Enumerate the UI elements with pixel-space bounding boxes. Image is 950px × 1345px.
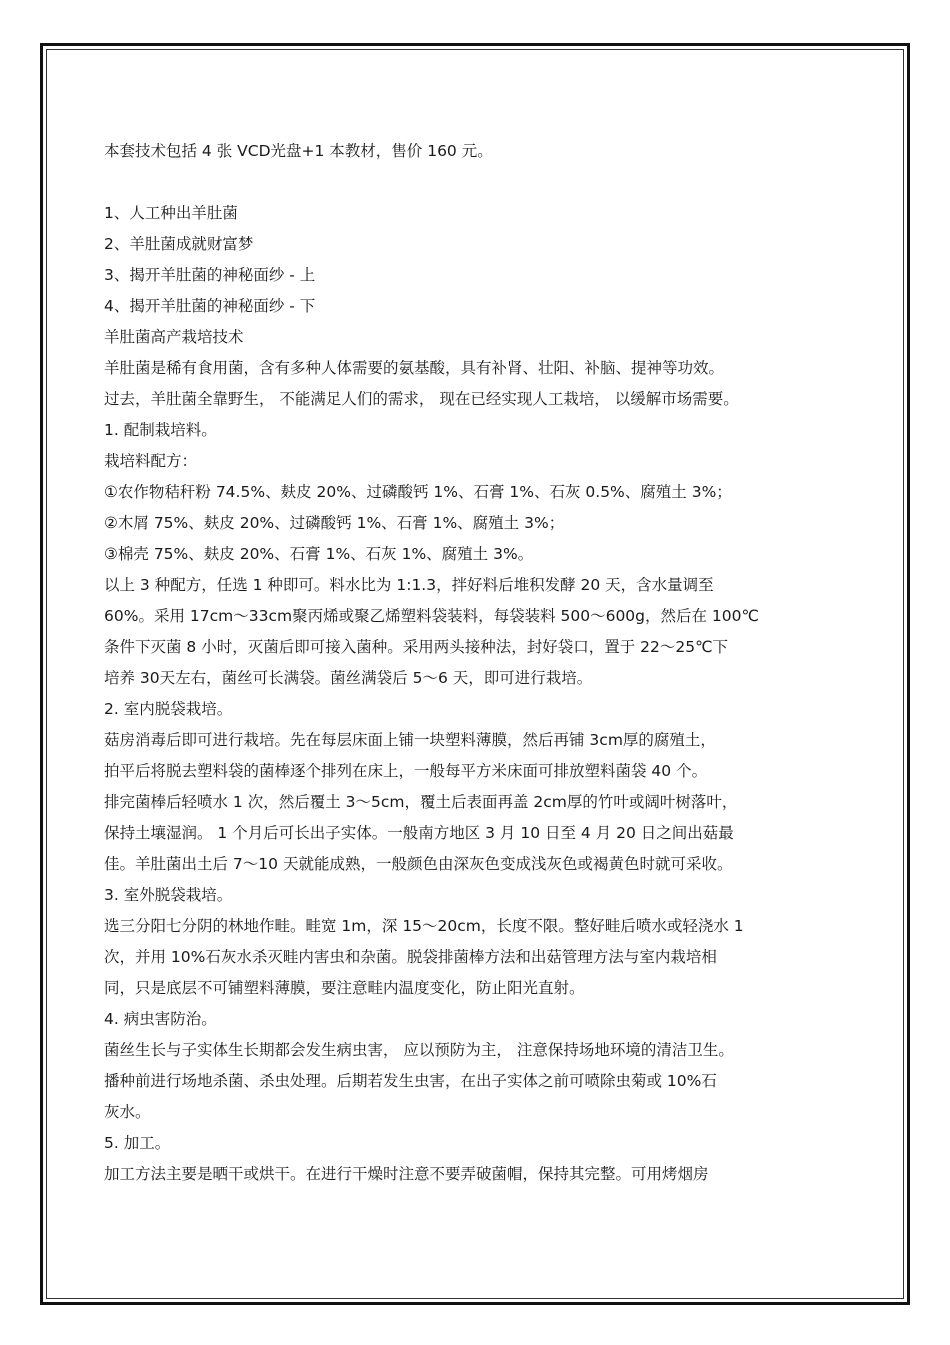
text-line: 栽培料配方： bbox=[104, 452, 198, 470]
section-heading: 1. 配制栽培料。 bbox=[104, 421, 217, 439]
text-line: 灰水。 bbox=[104, 1103, 151, 1121]
text-line: 菇房消毒后即可进行栽培。先在每层床面上铺一块塑料薄膜，然后再铺 3cm厚的腐殖土， bbox=[104, 731, 716, 749]
text-line: ②木屑 75%、麸皮 20%、过磷酸钙 1%、石膏 1%、腐殖土 3%； bbox=[104, 514, 565, 532]
text-line: 同，只是底层不可铺塑料薄膜，要注意畦内温度变化，防止阳光直射。 bbox=[104, 979, 585, 997]
text-line: 3、揭开羊肚菌的神秘面纱 - 上 bbox=[104, 266, 316, 284]
text-line: ①农作物秸秆粉 74.5%、麸皮 20%、过磷酸钙 1%、石膏 1%、石灰 0.5%、腐殖土 3%； bbox=[104, 483, 732, 501]
section-heading: 5. 加工。 bbox=[104, 1134, 171, 1152]
text-line: 以上 3 种配方，任选 1 种即可。料水比为 1:1.3，拌好料后堆积发酵 20 天，含水量调至 bbox=[104, 576, 714, 594]
text-line: 加工方法主要是晒干或烘干。在进行干燥时注意不要弄破菌帽，保持其完整。可用烤烟房 bbox=[104, 1165, 709, 1183]
intro-line: 本套技术包括 4 张 VCD光盘+1 本教材，售价 160 元。 bbox=[104, 142, 493, 160]
text-line: 条件下灭菌 8 小时，灭菌后即可接入菌种。采用两头接种法，封好袋口，置于 22～25℃下 bbox=[104, 638, 728, 656]
text-line: 60%。采用 17cm～33cm聚丙烯或聚乙烯塑料袋装料，每袋装料 500～600g，然后在 100℃ bbox=[104, 607, 759, 625]
text-line: 次，并用 10%石灰水杀灭畦内害虫和杂菌。脱袋排菌棒方法和出菇管理方法与室内栽培相 bbox=[104, 948, 717, 966]
section-heading: 3. 室外脱袋栽培。 bbox=[104, 886, 233, 904]
text-line: 羊肚菌是稀有食用菌，含有多种人体需要的氨基酸，具有补肾、壮阳、补脑、提神等功效。 bbox=[104, 359, 725, 377]
text-line: 菌丝生长与子实体生长期都会发生病虫害， 应以预防为主， 注意保持场地环境的清洁卫生。 bbox=[104, 1041, 734, 1059]
text-line: 4、揭开羊肚菌的神秘面纱 - 下 bbox=[104, 297, 316, 315]
text-line: 播种前进行场地杀菌、杀虫处理。后期若发生虫害，在出子实体之前可喷除虫菊或 10%石 bbox=[104, 1072, 717, 1090]
document-body bbox=[104, 136, 849, 1190]
text-line: 拍平后将脱去塑料袋的菌棒逐个排列在床上，一般每平方米床面可排放塑料菌袋 40 个。 bbox=[104, 762, 708, 780]
text-line: ③棉壳 75%、麸皮 20%、石膏 1%、石灰 1%、腐殖土 3%。 bbox=[104, 545, 534, 563]
text-line: 排完菌棒后轻喷水 1 次，然后覆土 3～5cm，覆土后表面再盖 2cm厚的竹叶或阔叶树落叶， bbox=[104, 793, 738, 811]
text-line: 过去，羊肚菌全靠野生， 不能满足人们的需求， 现在已经实现人工栽培， 以缓解市场需要。 bbox=[104, 390, 739, 408]
section-title: 羊肚菌高产栽培技术 bbox=[104, 328, 244, 346]
text-line: 培养 30天左右，菌丝可长满袋。菌丝满袋后 5～6 天，即可进行栽培。 bbox=[104, 669, 593, 687]
text-line: 选三分阳七分阴的林地作畦。畦宽 1m，深 15～20cm，长度不限。整好畦后喷水或轻浇水 1 bbox=[104, 917, 744, 935]
text-line: 佳。羊肚菌出土后 7～10 天就能成熟，一般颜色由深灰色变成浅灰色或褐黄色时就可采收。 bbox=[104, 855, 733, 873]
text-line: 1、人工种出羊肚菌 bbox=[104, 204, 238, 222]
section-heading: 4. 病虫害防治。 bbox=[104, 1010, 217, 1028]
section-heading: 2. 室内脱袋栽培。 bbox=[104, 700, 233, 718]
text-line: 保持土壤湿润。 1 个月后可长出子实体。一般南方地区 3 月 10 日至 4 月 20 日之间出菇最 bbox=[104, 824, 734, 842]
text-line: 2、羊肚菌成就财富梦 bbox=[104, 235, 254, 253]
